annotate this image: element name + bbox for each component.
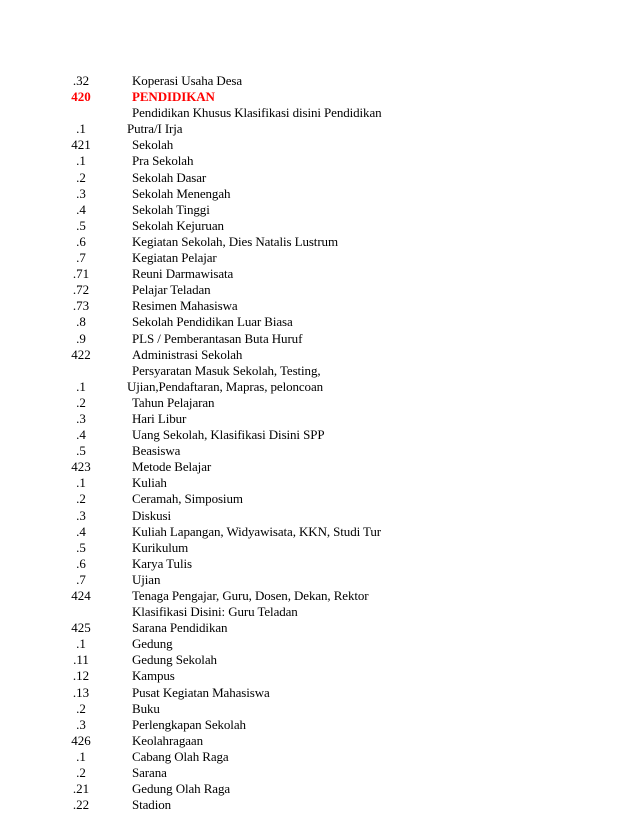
classification-description: Klasifikasi Disini: Guru Teladan <box>132 604 298 620</box>
classification-row <box>0 524 638 540</box>
classification-row <box>0 701 638 717</box>
classification-row <box>0 508 638 524</box>
classification-description: Sarana <box>132 765 167 781</box>
classification-code: 425 <box>71 620 91 636</box>
classification-row <box>0 572 638 588</box>
classification-code: .8 <box>76 314 86 330</box>
classification-description: Sarana Pendidikan <box>132 620 228 636</box>
classification-code: .7 <box>76 571 86 587</box>
classification-code: .9 <box>76 330 86 346</box>
classification-description: Uang Sekolah, Klasifikasi Disini SPP <box>132 427 325 443</box>
section-heading-row <box>0 89 638 105</box>
classification-code: .6 <box>76 555 86 571</box>
classification-row <box>0 186 638 202</box>
classification-description: Kuliah <box>132 475 167 491</box>
classification-row <box>0 153 638 169</box>
classification-code: .4 <box>76 523 86 539</box>
classification-code: .21 <box>72 781 90 797</box>
classification-description: Pelajar Teladan <box>132 282 211 298</box>
classification-description: Ujian,Pendaftaran, Mapras, peloncoan <box>127 378 324 394</box>
classification-code: .4 <box>76 201 86 217</box>
classification-description: Sekolah Tinggi <box>132 201 210 217</box>
classification-row <box>0 540 638 556</box>
classification-code: 421 <box>71 137 91 153</box>
classification-description: Hari Libur <box>132 410 187 426</box>
classification-row <box>0 443 638 459</box>
classification-row <box>0 234 638 250</box>
classification-description: Beasiswa <box>132 443 181 459</box>
classification-code: .3 <box>76 185 86 201</box>
classification-code: .3 <box>76 716 86 732</box>
classification-description: Resimen Mahasiswa <box>132 298 238 314</box>
classification-description: Kegiatan Sekolah, Dies Natalis Lustrum <box>132 233 338 249</box>
classification-row <box>0 395 638 411</box>
classification-description: Sekolah Kejuruan <box>132 217 224 233</box>
classification-code: .1 <box>76 153 86 169</box>
classification-row <box>0 668 638 684</box>
classification-code: .6 <box>76 233 86 249</box>
classification-code: 424 <box>71 588 91 603</box>
classification-code: .32 <box>72 73 90 88</box>
classification-row <box>0 427 638 443</box>
classification-row <box>0 749 638 765</box>
classification-row <box>0 685 638 701</box>
classification-code: 420 <box>71 89 91 105</box>
classification-code: 426 <box>71 732 91 748</box>
classification-row <box>0 282 638 298</box>
classification-row <box>0 652 638 668</box>
classification-row <box>0 733 638 749</box>
classification-code: .13 <box>72 684 90 700</box>
classification-description: Perlengkapan Sekolah <box>132 716 246 732</box>
classification-description: Gedung Sekolah <box>132 652 217 668</box>
classification-code: .1 <box>76 475 86 491</box>
classification-description: Pendidikan Khusus Klasifikasi disini Pendidikan <box>132 105 382 121</box>
classification-code: .1 <box>76 378 86 394</box>
classification-description: Ceramah, Simposium <box>132 491 243 507</box>
classification-description: Cabang Olah Raga <box>132 748 229 764</box>
classification-row <box>0 314 638 330</box>
classification-row <box>0 765 638 781</box>
classification-description: Persyaratan Masuk Sekolah, Testing, <box>132 362 321 378</box>
classification-description: Kampus <box>132 668 175 684</box>
classification-description: Tenaga Pengajar, Guru, Dosen, Dekan, Rektor <box>132 588 369 603</box>
classification-row <box>0 636 638 652</box>
classification-row <box>0 475 638 491</box>
classification-description: Keolahragaan <box>132 732 203 748</box>
classification-description: Sekolah Dasar <box>132 169 207 185</box>
classification-code: .12 <box>72 668 90 684</box>
classification-description: Administrasi Sekolah <box>132 346 243 362</box>
classification-description: Kuliah Lapangan, Widyawisata, KKN, Studi Tur <box>132 523 382 539</box>
classification-row <box>0 491 638 507</box>
classification-code: .5 <box>76 217 86 233</box>
classification-row <box>0 797 638 813</box>
classification-description: Gedung <box>132 636 173 652</box>
classification-description: Diskusi <box>132 507 172 523</box>
classification-row <box>0 347 638 363</box>
classification-code: .71 <box>72 266 90 282</box>
classification-row <box>0 218 638 234</box>
classification-description: Sekolah Menengah <box>132 185 231 201</box>
classification-description: Buku <box>132 700 160 716</box>
classification-code: .11 <box>73 652 89 668</box>
classification-code: .4 <box>76 427 86 443</box>
classification-code: .2 <box>76 394 86 410</box>
classification-code: .5 <box>76 443 86 459</box>
classification-description: Putra/I Irja <box>127 121 183 137</box>
classification-row <box>0 588 638 604</box>
classification-code: .3 <box>76 410 86 426</box>
classification-description: Sekolah <box>132 137 174 153</box>
classification-code: .72 <box>72 282 90 298</box>
classification-row <box>0 250 638 266</box>
classification-row <box>0 170 638 186</box>
classification-description: Tahun Pelajaran <box>132 394 215 410</box>
classification-row <box>0 202 638 218</box>
classification-code: .1 <box>76 748 86 764</box>
classification-code: .2 <box>76 169 86 185</box>
classification-description: Pusat Kegiatan Mahasiswa <box>132 684 270 700</box>
classification-description: Koperasi Usaha Desa <box>132 73 243 88</box>
classification-row <box>0 137 638 153</box>
classification-row <box>0 717 638 733</box>
classification-row <box>0 73 638 89</box>
classification-description: Pra Sekolah <box>132 153 194 169</box>
classification-description: Metode Belajar <box>132 459 212 475</box>
classification-row <box>0 105 638 121</box>
classification-row <box>0 266 638 282</box>
classification-code: .5 <box>76 539 86 555</box>
classification-description: Sekolah Pendidikan Luar Biasa <box>132 314 293 330</box>
classification-row <box>0 379 638 395</box>
classification-code: .3 <box>76 507 86 523</box>
classification-description: Ujian <box>132 571 161 587</box>
classification-row <box>0 781 638 797</box>
classification-row <box>0 298 638 314</box>
classification-description: Reuni Darmawisata <box>132 266 234 282</box>
classification-description: Karya Tulis <box>132 555 192 571</box>
classification-code: .1 <box>76 121 86 137</box>
classification-description: Stadion <box>132 797 172 813</box>
classification-code: .2 <box>76 765 86 781</box>
classification-row <box>0 620 638 636</box>
classification-code: 423 <box>71 459 91 475</box>
classification-code: .1 <box>76 636 86 652</box>
classification-code: .73 <box>72 298 90 314</box>
classification-description: Gedung Olah Raga <box>132 781 231 797</box>
classification-code: .22 <box>72 797 90 813</box>
classification-row <box>0 604 638 620</box>
classification-list <box>0 73 638 813</box>
classification-code: .2 <box>76 491 86 507</box>
classification-description: PENDIDIKAN <box>132 89 215 105</box>
classification-description: PLS / Pemberantasan Buta Huruf <box>132 330 303 346</box>
classification-description: Kurikulum <box>132 539 189 555</box>
classification-code: .7 <box>76 250 86 266</box>
classification-code: .2 <box>76 700 86 716</box>
classification-code: 422 <box>71 346 91 362</box>
classification-row <box>0 556 638 572</box>
classification-row <box>0 363 638 379</box>
classification-row <box>0 331 638 347</box>
classification-row <box>0 411 638 427</box>
classification-description: Kegiatan Pelajar <box>132 250 217 266</box>
classification-row <box>0 459 638 475</box>
classification-row <box>0 121 638 137</box>
